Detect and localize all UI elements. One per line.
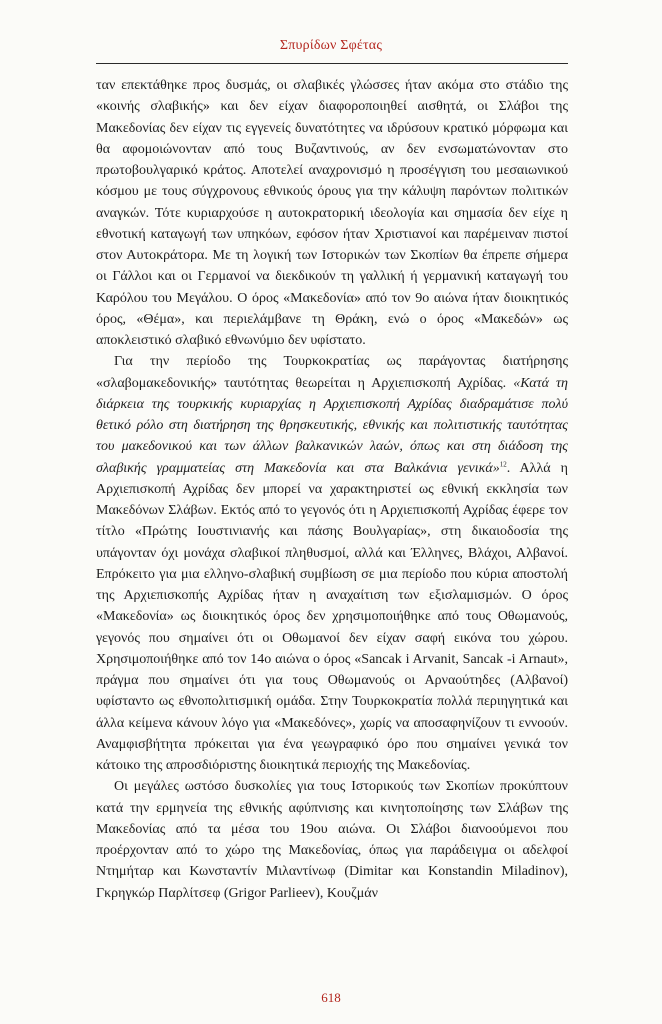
paragraph-1: ταν επεκτάθηκε προς δυσμάς, οι σλαβικές γλώσσες ήταν ακόμα στο στάδιο της «κοινής σλαβικής» και δεν είχαν διαφοροποιηθεί αισθητά, οι Σλάβοι της Μακεδονίας δεν είχαν τις εγγενείς δυνατότητες να ιδρύσουν κρατικό μόρφωμα και θα αφομοιώνονταν από τους Βυζαντινούς, αν δεν ενσωματώνονταν στο πρωτοβουλγαρικό κράτος. Αποτελεί αναχρονισμό η προσέγγιση του μεσαιωνικού κόσμου με τους σύγχρονους εθνικούς όρους για την κάλυψη παρόντων πολιτικών αναγκών. Τότε κυριαρχούσε η αυτοκρατορική ιδεολογία και σημασία δεν είχε η εθνοτική καταγωγή των υπηκόων, εφόσον ήταν Χριστιανοί και παρέμειναν πιστοί στον Αυτοκράτορα. Με τη λογική των Ιστορικών των Σκοπίων θα έπρεπε σήμερα οι Γάλλοι και οι Γερμανοί να διεκδικούν τη γαλλική ή γερμανική καταγωγή του Καρόλου του Μεγάλου. Ο όρος «Μακεδονία» από τον 9ο αιώνα ήταν διοικητικός όρος, «Θέμα», και περιελάμβανε τη Θράκη, ενώ ο όρος «Μακεδών» ως αποκλειστικό σλαβικό εθνωνύμιο δεν υφίστατο. bbox=[96, 78, 568, 348]
paragraph-2-quotation: «Κατά τη διάρκεια της τουρκικής κυριαρχίας η Αρχιεπισκοπή Αχρίδας διαδραμάτισε πολύ θετικό ρόλο στη διατήρηση της θρησκευτικής, εθνικής και πολιτιστικής ταυτότητας του μακεδονικού και των άλλων βαλκανικών λαών, όπως και στη διάδοση της σλαβικής γραμματείας στη Μακεδονία και στα Βαλκάνια γενικά» bbox=[96, 375, 568, 476]
paragraph-2 bbox=[96, 351, 568, 776]
footnote-marker: 12 bbox=[499, 459, 507, 468]
body-text bbox=[96, 75, 568, 904]
page-number: 618 bbox=[321, 990, 341, 1005]
running-header-author: Σπυρίδων Σφέτας bbox=[279, 38, 383, 53]
paragraph-2-text-a: Για την περίοδο της Τουρκοκρατίας ως παράγοντας διατήρησης «σλαβομακεδονικής» ταυτότητας θεωρείται η Αρχιεπισκοπή Αχρίδας. bbox=[96, 354, 568, 391]
header-rule bbox=[96, 63, 568, 64]
paragraph-3: Οι μεγάλες ωστόσο δυσκολίες για τους Ιστορικούς των Σκοπίων προκύπτουν κατά την ερμηνεία της εθνικής αφύπνισης και κινητοποίησης των Σλάβων της Μακεδονίας από τα μέσα του 19ου αιώνα. Οι Σλάβοι διανοούμενοι που προέρχονταν από το χώρο της Μακεδονίας, όπως για παράδειγμα οι αδελφοί Ντημήταρ και Κωνσταντίν Μιλαντίνωφ (Dimitar και Konstandin Miladinov), Γκρηγκώρ Παρλίτσεφ (Grigor Parliеev), Κουζμάν bbox=[96, 779, 568, 901]
paragraph-2-text-b: . Αλλά η Αρχιεπισκοπή Αχρίδας δεν μπορεί να χαρακτηριστεί ως εθνική εκκλησία των Μακεδόνων Σλάβων. Εκτός από το γεγονός ότι η Αρχιεπισκοπή Αχρίδας έφερε τον τίτλο «Πρώτης Ιουστινιανής και πάσης Βουλγαρίας», στη δικαιοδοσία της υπάγονταν όχι μονάχα σλαβικοί πληθυσμοί, αλλά και Έλληνες, Βλάχοι, Αλβανοί. Επρόκειτο για μια ελληνο-σλαβική συμβίωση σε μια περίοδο που κύρια αποστολή της Αρχιεπισκοπής Αχρίδας ήταν η αναχαίτιση των εξισλαμισμών. Ο όρος «Μακεδονία» ως διοικητικός όρος δεν χρησιμοποιήθηκε από τους Οθωμανούς, γεγονός που σημαίνει ότι οι Οθωμανοί δεν είχαν σαφή εικόνα του χώρου. Χρησιμοποιήθηκε από τον 14ο αιώνα ο όρος «Sancak i Arvanit, Sancak -i Arnaut», πράγμα που σημαίνει ότι για τους Οθωμανούς οι Αρναούτηδες (Αλβανοί) υφίσταντο ως εθνοπολιτισμική ομάδα. Στην Τουρκοκρατία πολλά περιηγητικά και άλλα κείμενα κάνουν λόγο για «Μακεδόνες», χωρίς να αποσαφηνίζουν τι εννοούν. Αναμφισβήτητα πρόκειται για ένα γεωγραφικό όρο που σημαίνει γενικά τον κάτοικο της απροσδιόριστης διοικητικά περιοχής της Μακεδονίας. bbox=[96, 460, 568, 773]
